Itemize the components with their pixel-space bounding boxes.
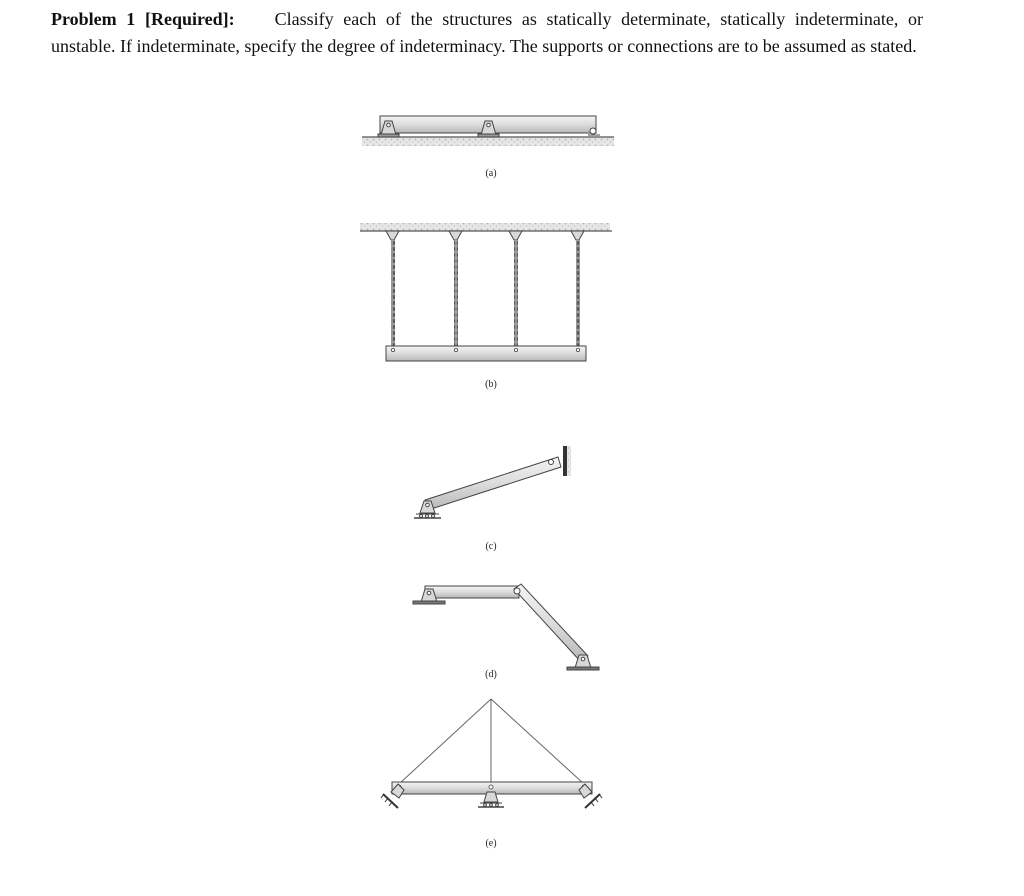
- inclined-member: [514, 584, 588, 662]
- figure-d: [413, 584, 599, 680]
- problem-heading: Problem 1 [Required]:: [51, 9, 235, 29]
- cable-rods: [391, 240, 580, 348]
- figure-a: [362, 116, 614, 179]
- pin-support-icon: [567, 655, 599, 670]
- beam: [386, 346, 586, 361]
- figure-c: [414, 446, 571, 552]
- ground: [362, 137, 614, 146]
- horizontal-member: [425, 586, 519, 598]
- figure-b: [360, 223, 612, 390]
- figure-e: [381, 699, 602, 849]
- caption-b: (b): [485, 379, 497, 390]
- problem-text: Classify each of the structures as statically determinate, statically indeterminate, or unstable. If indeterminate, specify the degree of indeterminacy. The supports or connections are to be assumed as stated.: [51, 9, 924, 56]
- fixed-wall-icon: [563, 446, 571, 476]
- hanger-support-icon: [386, 231, 584, 240]
- caption-e: (e): [485, 838, 497, 849]
- caption-c: (c): [485, 541, 497, 552]
- inclined-member: [425, 457, 561, 510]
- caption-a: (a): [485, 168, 497, 179]
- caption-d: (d): [485, 669, 497, 680]
- ceiling: [360, 223, 610, 231]
- truss-members: [399, 699, 584, 784]
